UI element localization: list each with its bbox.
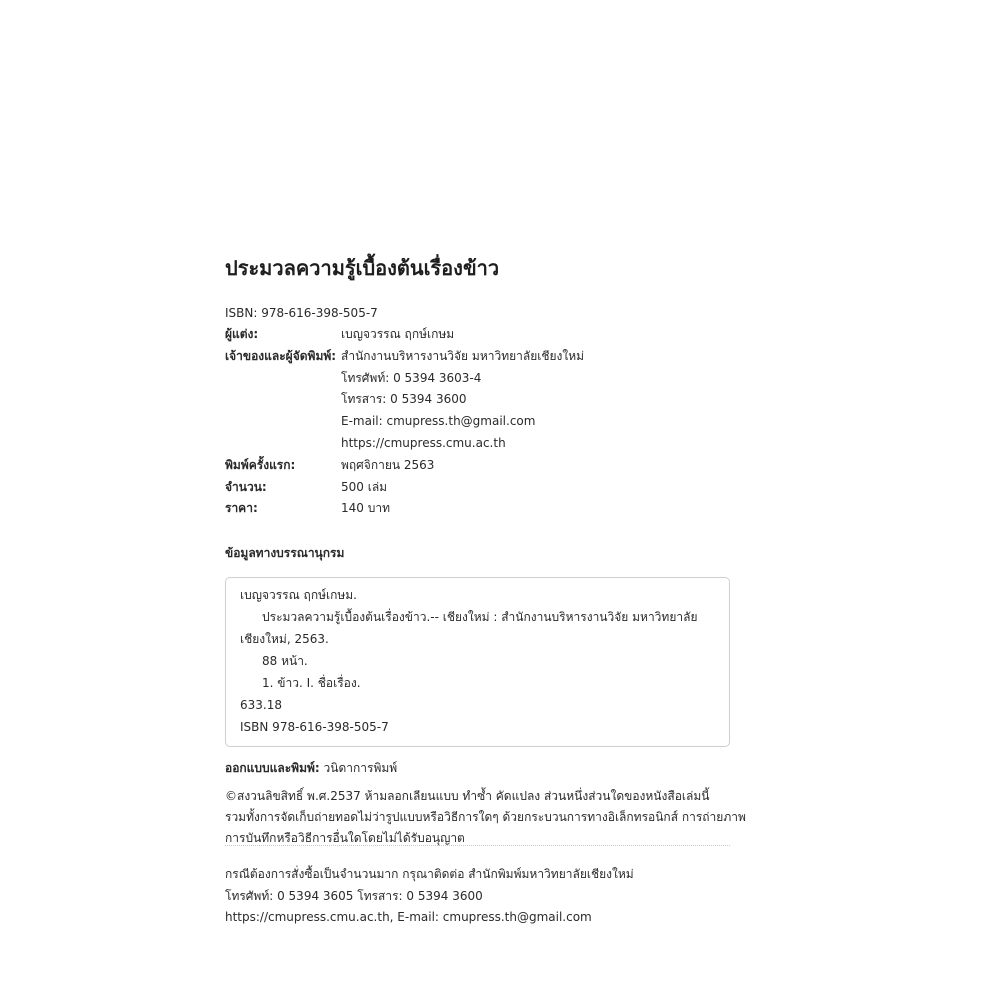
price-value — [341, 498, 730, 520]
order-line: โทรศัพท์: 0 5394 3605 โทรสาร: 0 5394 3600 — [225, 888, 483, 903]
publisher-email: E-mail: cmupress.th@gmail.com — [341, 414, 536, 429]
catalog-record-box — [225, 577, 730, 747]
publisher-fax: โทรสาร: 0 5394 3600 — [341, 392, 467, 407]
quantity-label: จำนวน: — [225, 479, 267, 494]
isbn-line: ISBN: 978-616-398-505-7 — [225, 306, 378, 320]
copyright-line: การบันทึกหรือวิธีการอื่นใดโดยไม่ได้รับอนุญาต — [225, 831, 465, 846]
publisher-label: เจ้าของและผู้จัดพิมพ์: — [225, 348, 337, 363]
design-print-line — [225, 759, 730, 778]
book-title: ประมวลความรู้เบื้องต้นเรื่องข้าว — [225, 256, 500, 280]
catalog-class-number: 633.18 — [240, 698, 282, 713]
first-print-date: พฤศจิกายน 2563 — [341, 457, 435, 472]
catalog-subjects: 1. ข้าว. I. ชื่อเรื่อง. — [262, 676, 361, 691]
imprint-row-first-print — [225, 455, 730, 477]
imprint-row-quantity — [225, 477, 730, 499]
price-amount: 140 บาท — [341, 501, 390, 516]
publisher-value — [341, 346, 730, 455]
catalog-isbn: ISBN 978-616-398-505-7 — [240, 720, 389, 735]
design-value: วนิดาการพิมพ์ — [323, 761, 398, 776]
imprint-row-price — [225, 498, 730, 520]
quantity-value — [341, 477, 730, 499]
author-value — [341, 324, 730, 346]
copyright-line: ©สงวนลิขสิทธิ์ พ.ศ.2537 ห้ามลอกเลียนแบบ ทำซ้ำ คัดแปลง ส่วนหนึ่งส่วนใดของหนังสือเล่มนี้ — [225, 789, 710, 804]
order-line: กรณีต้องการสั่งซื้อเป็นจำนวนมาก กรุณาติดต่อ สำนักพิมพ์มหาวิทยาลัยเชียงใหม่ — [225, 867, 634, 882]
copyright-page — [225, 252, 746, 929]
copyright-line: รวมทั้งการจัดเก็บถ่ายทอดไม่ว่ารูปแบบหรือวิธีการใดๆ ด้วยกระบวนการทางอิเล็กทรอนิกส์ การถ่ายภาพ — [225, 810, 746, 825]
catalog-title-line: ประมวลความรู้เบื้องต้นเรื่องข้าว.-- เชียงใหม่ : สำนักงานบริหารงานวิจัย มหาวิทยาลัย — [262, 610, 698, 625]
order-line: https://cmupress.cmu.ac.th, E-mail: cmupress.th@gmail.com — [225, 910, 592, 925]
first-print-label: พิมพ์ครั้งแรก: — [225, 457, 296, 472]
catalog-pages: 88 หน้า. — [262, 654, 308, 669]
publisher-name: สำนักงานบริหารงานวิจัย มหาวิทยาลัยเชียงใหม่ — [341, 348, 585, 363]
catalog-publisher-cont: เชียงใหม่, 2563. — [240, 632, 329, 647]
catalog-heading: ข้อมูลทางบรรณานุกรม — [225, 546, 345, 561]
order-info — [225, 864, 730, 929]
design-label: ออกแบบและพิมพ์: — [225, 761, 320, 776]
publisher-phone: โทรศัพท์: 0 5394 3603-4 — [341, 370, 482, 385]
author-name: เบญจวรรณ ฤกษ์เกษม — [341, 327, 455, 341]
author-label: ผู้แต่ง: — [225, 327, 259, 341]
quantity-copies: 500 เล่ม — [341, 479, 388, 494]
imprint-info — [225, 324, 730, 520]
publisher-website: https://cmupress.cmu.ac.th — [341, 435, 506, 450]
imprint-row-publisher — [225, 346, 730, 455]
imprint-row-author — [225, 324, 730, 346]
price-label: ราคา: — [225, 501, 258, 516]
copyright-notice — [225, 786, 746, 849]
catalog-author: เบญจวรรณ ฤกษ์เกษม. — [240, 588, 357, 603]
first-print-value — [341, 455, 730, 477]
